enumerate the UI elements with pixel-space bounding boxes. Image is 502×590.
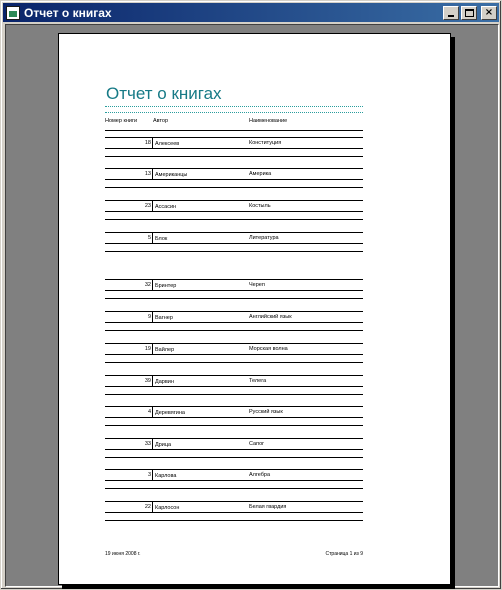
footer-date: 19 июня 2008 г. <box>105 551 141 557</box>
record-bottom-rule <box>105 148 363 149</box>
record-author: Ассасин <box>155 204 177 210</box>
record-separator <box>152 470 153 480</box>
close-icon: × <box>484 6 494 18</box>
record-separator <box>152 312 153 322</box>
header-author: Автор <box>153 118 169 124</box>
record-spacer-rule <box>105 394 363 395</box>
header-name: Наименование <box>249 118 288 124</box>
record-author: Алексеев <box>155 141 180 147</box>
record-separator <box>152 439 153 449</box>
record-author: Деревягина <box>155 410 185 416</box>
record-top-rule <box>105 137 363 138</box>
record-top-rule <box>105 375 363 376</box>
record-author: Блок <box>155 236 168 242</box>
record-top-rule <box>105 279 363 280</box>
record-bottom-rule <box>105 386 363 387</box>
record-bottom-rule <box>105 480 363 481</box>
record-number: 39 <box>144 378 151 384</box>
record-number: 4 <box>147 409 151 415</box>
report-record <box>105 469 363 499</box>
record-book-name: Русский язык <box>249 409 283 415</box>
minimize-icon <box>448 15 454 17</box>
report-record <box>105 168 363 198</box>
record-bottom-rule <box>105 512 363 513</box>
record-author: Вагнер <box>155 315 173 321</box>
record-book-name: Сапог <box>249 441 265 447</box>
record-spacer-rule <box>105 330 363 331</box>
close-button[interactable] <box>481 6 497 20</box>
record-author: Дрица <box>155 442 172 448</box>
record-book-name: Литература <box>249 235 279 241</box>
report-record <box>105 501 363 531</box>
record-book-name: Алгебра <box>249 472 271 478</box>
record-spacer-rule <box>105 488 363 489</box>
record-top-rule <box>105 501 363 502</box>
report-page[interactable] <box>58 33 451 585</box>
record-number: 19 <box>144 346 151 352</box>
report-content <box>105 34 363 584</box>
report-record <box>105 375 363 405</box>
record-book-name: Америка <box>249 171 272 177</box>
record-bottom-rule <box>105 449 363 450</box>
record-bottom-rule <box>105 417 363 418</box>
record-separator <box>152 407 153 417</box>
minimize-button[interactable] <box>443 6 459 20</box>
record-top-rule <box>105 311 363 312</box>
record-spacer-rule <box>105 156 363 157</box>
record-number: 13 <box>144 171 151 177</box>
record-number: 23 <box>144 203 151 209</box>
record-author: Карлосон <box>155 505 180 511</box>
record-book-name: Английский язык <box>249 314 292 320</box>
title-bar[interactable] <box>3 3 499 22</box>
report-record <box>105 200 363 230</box>
record-spacer-rule <box>105 251 363 252</box>
footer-page-number: Страница 1 из 9 <box>325 551 363 557</box>
record-separator <box>152 201 153 211</box>
record-number: 33 <box>144 441 151 447</box>
report-title: Отчет о книгах <box>106 84 222 103</box>
record-author: Дарвин <box>155 379 174 385</box>
record-top-rule <box>105 469 363 470</box>
record-bottom-rule <box>105 179 363 180</box>
record-book-name: Морская волна <box>249 346 288 352</box>
report-record <box>105 438 363 468</box>
record-top-rule <box>105 232 363 233</box>
maximize-button[interactable] <box>461 6 477 20</box>
header-rule <box>105 130 363 131</box>
record-bottom-rule <box>105 243 363 244</box>
record-book-name: Телега <box>249 378 267 384</box>
record-spacer-rule <box>105 187 363 188</box>
record-bottom-rule <box>105 354 363 355</box>
report-record <box>105 311 363 341</box>
record-separator <box>152 233 153 243</box>
record-top-rule <box>105 168 363 169</box>
record-spacer-rule <box>105 520 363 521</box>
record-author: Вайлер <box>155 347 175 353</box>
record-bottom-rule <box>105 211 363 212</box>
record-separator <box>152 376 153 386</box>
title-top-rule <box>105 106 363 107</box>
report-record <box>105 232 363 262</box>
record-number: 5 <box>147 235 151 241</box>
record-spacer-rule <box>105 457 363 458</box>
record-top-rule <box>105 343 363 344</box>
record-author: Бринтер <box>155 283 177 289</box>
record-spacer-rule <box>105 362 363 363</box>
record-bottom-rule <box>105 290 363 291</box>
record-top-rule <box>105 438 363 439</box>
record-separator <box>152 280 153 290</box>
record-spacer-rule <box>105 219 363 220</box>
header-number: Номер книги <box>105 118 138 124</box>
record-number: 32 <box>144 282 151 288</box>
record-number: 18 <box>144 140 151 146</box>
print-preview-area[interactable] <box>5 24 499 587</box>
record-spacer-rule <box>105 425 363 426</box>
record-spacer-rule <box>105 298 363 299</box>
window-title: Отчет о книгах <box>24 5 112 20</box>
record-number: 22 <box>144 504 151 510</box>
report-app-icon[interactable] <box>6 6 20 20</box>
maximize-icon <box>465 9 474 17</box>
report-record <box>105 137 363 167</box>
record-bottom-rule <box>105 322 363 323</box>
record-separator <box>152 502 153 512</box>
record-author: Карлова <box>155 473 177 479</box>
record-separator <box>152 169 153 179</box>
record-separator <box>152 344 153 354</box>
title-bottom-rule <box>105 112 363 113</box>
report-record <box>105 343 363 373</box>
report-record <box>105 279 363 309</box>
record-number: 3 <box>147 472 151 478</box>
record-book-name: Костыль <box>249 203 271 209</box>
record-book-name: Белая гвардия <box>249 504 287 510</box>
report-record <box>105 406 363 436</box>
record-author: Американцы <box>155 172 188 178</box>
record-number: 9 <box>147 314 151 320</box>
record-book-name: Конституция <box>249 140 282 146</box>
record-top-rule <box>105 200 363 201</box>
record-top-rule <box>105 406 363 407</box>
record-book-name: Череп <box>249 282 265 288</box>
record-separator <box>152 138 153 148</box>
